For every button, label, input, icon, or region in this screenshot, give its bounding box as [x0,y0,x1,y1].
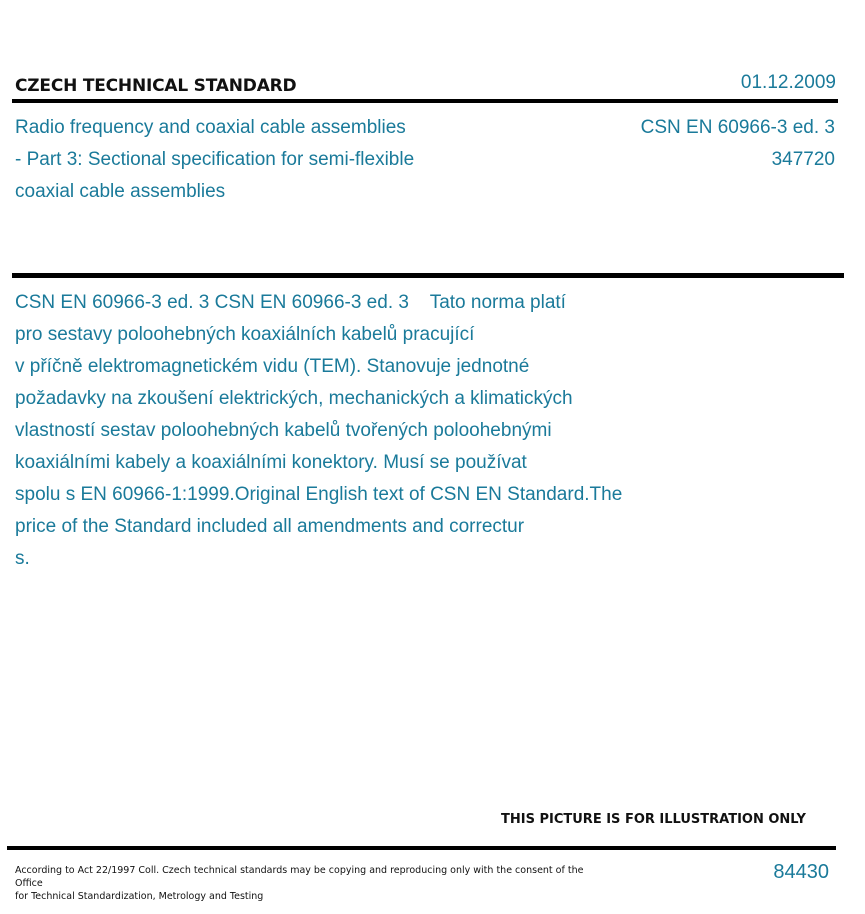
header-divider [12,99,838,103]
title-line: - Part 3: Sectional specification for semi-flexible [15,149,415,170]
publication-date: 01.12.2009 [740,72,836,93]
copyright-notice [15,864,595,903]
description-line: CSN EN 60966-3 ed. 3 CSN EN 60966-3 ed. 3 Tato norma platí [15,292,566,313]
description-line: price of the Standard included all amendments and correctur [15,516,525,537]
description-line: koaxiálními kabely a koaxiálními konektory. Musí se používat [15,452,527,473]
description-line: s. [15,548,30,569]
description-line: v příčně elektromagnetickém vidu (TEM). Stanovuje jednotné [15,356,530,377]
title-line: coaxial cable assemblies [15,181,226,202]
description-line: požadavky na zkoušení elektrických, mechanických a klimatických [15,388,573,409]
copyright-line: for Technical Standardization, Metrology and Testing [15,891,264,902]
copyright-line: According to Act 22/1997 Coll. Czech technical standards may be copying and reproducing only with the consent of the Office [15,865,584,889]
title-divider [12,273,844,278]
standard-description [15,287,735,575]
description-line: pro sestavy poloohebných koaxiálních kabelů pracující [15,324,475,345]
document-type-label: CZECH TECHNICAL STANDARD [15,76,297,96]
title-line: Radio frequency and coaxial cable assemblies [15,117,406,138]
footer-number: 84430 [773,861,829,883]
standard-identifiers [641,112,835,176]
illustration-disclaimer: THIS PICTURE IS FOR ILLUSTRATION ONLY [501,812,806,827]
standard-title [15,112,535,208]
footer-divider [7,846,836,850]
description-line: vlastností sestav poloohebných kabelů tvořených poloohebnými [15,420,552,441]
catalog-number: 347720 [771,149,835,170]
description-line: spolu s EN 60966-1:1999.Original English text of CSN EN Standard.The [15,484,623,505]
standard-code: CSN EN 60966-3 ed. 3 [640,117,835,138]
